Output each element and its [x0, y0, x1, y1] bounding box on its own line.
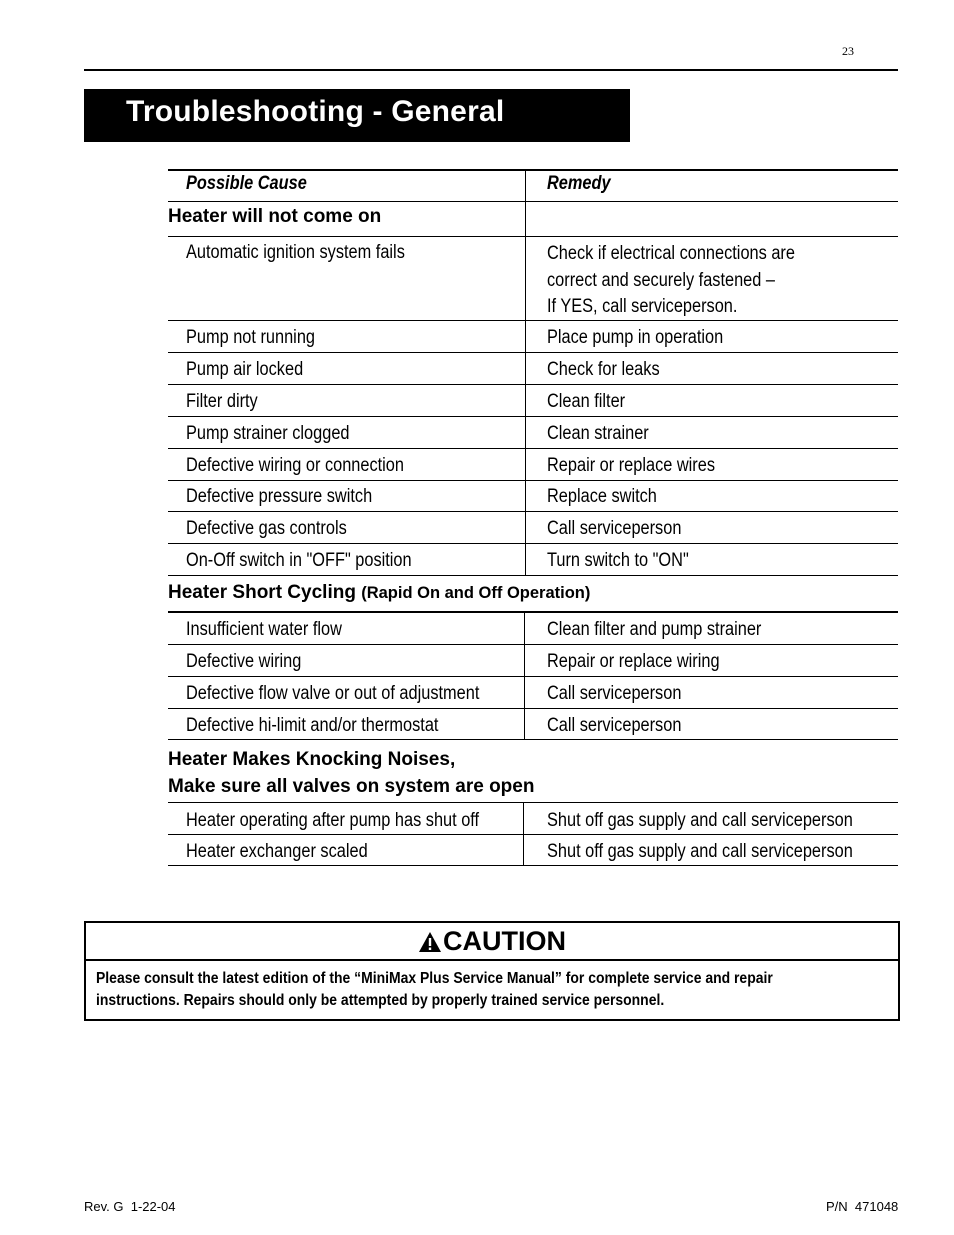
caution-text: [96, 968, 888, 1012]
rule: [168, 352, 898, 353]
rule: [168, 236, 898, 237]
cause-cell: Defective hi-limit and/or thermostat: [186, 715, 439, 736]
remedy-cell: Clean filter: [547, 391, 626, 412]
section-heading-sub: (Rapid On and Off Operation): [361, 584, 591, 602]
rule: [168, 611, 898, 613]
remedy-line: correct and securely fastened –: [547, 269, 775, 291]
section-heading-line: Heater Makes Knocking Noises,: [168, 749, 456, 770]
rule: [168, 676, 898, 677]
rule: [168, 320, 898, 321]
remedy-cell: Clean filter and pump strainer: [547, 619, 762, 640]
header-remedy: Remedy: [547, 173, 611, 194]
cause-cell: Heater operating after pump has shut off: [186, 810, 480, 831]
cause-cell: Pump air locked: [186, 359, 304, 380]
remedy-line: Check if electrical connections are: [547, 243, 795, 264]
section-heading-no-start: Heater will not come on: [168, 206, 382, 227]
rule: [524, 612, 525, 739]
footer-part-number: P/N 471048: [826, 1199, 899, 1214]
rule: [523, 802, 524, 865]
footer-revision: Rev. G 1-22-04: [84, 1199, 176, 1214]
caution-text-line: instructions. Repairs should only be attempted by properly trained service personnel.: [96, 992, 665, 1009]
rule: [168, 575, 898, 576]
caution-label: CAUTION: [443, 926, 566, 956]
caution-heading: [86, 926, 898, 957]
remedy-line: If YES, call serviceperson.: [547, 296, 738, 317]
remedy-cell: Check for leaks: [547, 359, 660, 380]
rule: [168, 416, 898, 417]
section-heading-short-cycling: [168, 582, 590, 604]
cause-cell: Insufficient water flow: [186, 619, 342, 640]
rule: [168, 448, 898, 449]
remedy-cell: Call serviceperson: [547, 715, 682, 736]
cause-cell: Pump strainer clogged: [186, 423, 350, 444]
remedy-cell: Call serviceperson: [547, 683, 682, 704]
rule: [168, 708, 898, 709]
rule: [168, 865, 898, 866]
cause-cell: Heater exchanger scaled: [186, 841, 368, 862]
rule: [168, 644, 898, 645]
remedy-cell: Repair or replace wiring: [547, 651, 720, 672]
remedy-cell: Clean strainer: [547, 423, 649, 444]
remedy-cell: Shut off gas supply and call serviceperson: [547, 810, 853, 831]
rule: [168, 739, 898, 740]
rule: [168, 480, 898, 481]
cause-cell: Defective pressure switch: [186, 486, 373, 507]
page-title: Troubleshooting - General: [126, 95, 505, 128]
rule: [168, 543, 898, 544]
caution-box: [84, 921, 900, 1021]
remedy-cell: [547, 241, 795, 321]
section-heading-knocking: [168, 746, 534, 800]
rule: [168, 802, 898, 803]
rule: [168, 384, 898, 385]
remedy-cell: Shut off gas supply and call serviceperson: [547, 841, 853, 862]
cause-cell: Automatic ignition system fails: [186, 242, 405, 263]
caution-text-line: Please consult the latest edition of the “MiniMax Plus Service Manual” for complete service and repair: [96, 970, 773, 987]
rule: [168, 201, 898, 202]
cause-cell: Defective flow valve or out of adjustment: [186, 683, 480, 704]
cause-cell: Defective gas controls: [186, 518, 347, 539]
cause-cell: Defective wiring: [186, 651, 302, 672]
section-heading-line: Make sure all valves on system are open: [168, 776, 535, 797]
remedy-cell: Place pump in operation: [547, 327, 724, 348]
page-number: 23: [842, 44, 854, 58]
cause-cell: Filter dirty: [186, 391, 258, 412]
section-heading-main: Heater Short Cycling: [168, 582, 356, 603]
cause-cell: On-Off switch in "OFF" position: [186, 550, 412, 571]
rule: [168, 511, 898, 512]
remedy-cell: Call serviceperson: [547, 518, 682, 539]
header-possible-cause: Possible Cause: [186, 173, 307, 194]
table-top-rule: [168, 169, 898, 171]
rule: [525, 169, 526, 575]
warning-triangle-icon: [418, 931, 442, 953]
cause-cell: Defective wiring or connection: [186, 455, 404, 476]
rule: [168, 834, 898, 835]
remedy-cell: Turn switch to "ON": [547, 550, 689, 571]
remedy-cell: Replace switch: [547, 486, 657, 507]
top-rule: [84, 69, 898, 71]
caution-title-row: [86, 923, 898, 961]
cause-cell: Pump not running: [186, 327, 315, 348]
remedy-cell: Repair or replace wires: [547, 455, 716, 476]
